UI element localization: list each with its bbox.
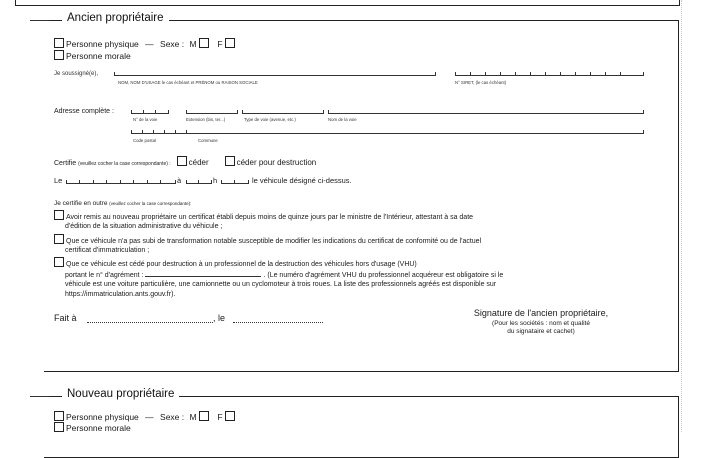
old-personne-physique-label: Personne physique	[66, 39, 139, 49]
ceder-checkbox[interactable]	[177, 156, 187, 166]
date-h-label: h	[213, 176, 218, 185]
siret-tick	[545, 72, 546, 75]
new-personne-morale-label: Personne morale	[66, 423, 131, 433]
siret-tick	[500, 72, 501, 75]
siret-tick	[470, 72, 471, 75]
old-personne-morale-row	[54, 50, 131, 61]
new-sexe-f-checkbox[interactable]	[225, 411, 235, 421]
hint-num-voie: N° de la voie	[133, 117, 158, 122]
certifie-label: Certifie	[54, 160, 77, 167]
ceder-destruction-checkbox[interactable]	[225, 156, 235, 166]
fait-a-field[interactable]	[87, 322, 213, 323]
date-tick	[133, 180, 134, 183]
siret-tick	[515, 72, 516, 75]
signature-title: Signature de l'ancien propriétaire,	[473, 308, 609, 318]
signature-block	[453, 308, 629, 335]
siret-tick	[590, 72, 591, 75]
ceder-destruction-label: céder pour destruction	[236, 158, 317, 167]
option-3-line2a: portant le n° d'agrément :	[65, 271, 144, 279]
cp-tick	[142, 130, 143, 133]
vehicule-designe: le véhicule désigné ci-dessus.	[252, 176, 352, 185]
option-2-checkbox[interactable]	[54, 234, 64, 244]
new-sexe-m-checkbox[interactable]	[199, 411, 209, 421]
new-personne-physique-label: Personne physique	[66, 412, 139, 422]
option-3-line3: véhicule est une voiture particulière, une camionnette ou un cyclomoteur à trois roues. La liste des professionnels agréés est disponible sur	[65, 281, 497, 288]
hint-code-postal: Code postal	[133, 138, 156, 143]
new-personne-physique-row	[54, 411, 237, 422]
old-owner-legend: Ancien propriétaire	[62, 12, 169, 24]
old-sexe-label: Sexe :	[160, 39, 185, 49]
date-le-label: Le	[54, 176, 63, 185]
option-3-checkbox[interactable]	[54, 257, 64, 267]
fait-le-label: , le	[213, 313, 226, 323]
code-postal-field[interactable]	[131, 130, 187, 134]
option-2-line1: Que ce véhicule n'a pas subi de transformation notable susceptible de modifier les indications du certificat de conformité ou de l'actuel	[66, 238, 482, 245]
new-personne-physique-checkbox[interactable]	[54, 411, 64, 421]
old-personne-physique-row	[54, 38, 237, 49]
option-3-line2b: . (Le numéro d'agrément VHU du professionnel acquéreur est obligatoire si le	[263, 271, 504, 279]
previous-section-bottom	[15, 0, 680, 6]
old-dash: —	[145, 39, 154, 49]
hour-field[interactable]	[186, 180, 212, 184]
certifie-row	[54, 156, 316, 167]
cp-tick	[175, 130, 176, 133]
new-personne-morale-checkbox[interactable]	[54, 422, 64, 432]
signature-hint-2: du signataire et cachet)	[507, 328, 575, 335]
date-tick	[160, 180, 161, 183]
num-voie-tick	[155, 110, 156, 113]
soussigne-label: Je soussigné(e),	[54, 71, 99, 77]
ceder-label: céder	[188, 158, 209, 167]
date-a-label: à	[177, 176, 182, 185]
adresse-label: Adresse complète :	[54, 108, 114, 115]
num-voie-tick	[143, 110, 144, 113]
old-sexe-m-label: M	[189, 39, 197, 49]
siret-tick	[575, 72, 576, 75]
new-dash: —	[145, 412, 154, 422]
hint-extension: Extension (bis, ter...)	[186, 117, 226, 122]
signature-hint-1: (Pour les sociétés : nom et qualité	[492, 320, 590, 327]
new-sexe-f-label: F	[217, 412, 223, 422]
old-personne-morale-label: Personne morale	[66, 51, 131, 61]
siret-tick	[605, 72, 606, 75]
soussigne-field[interactable]	[114, 72, 436, 76]
date-tick	[120, 180, 121, 183]
old-personne-physique-checkbox[interactable]	[54, 38, 64, 48]
hint-type-voie: Type de voie (avenue, etc.)	[244, 117, 296, 122]
old-sexe-f-label: F	[217, 39, 223, 49]
minute-field[interactable]	[221, 180, 249, 184]
nom-voie-field[interactable]	[328, 110, 644, 114]
minute-tick	[234, 180, 235, 183]
option-2-line2: certificat d'immatriculation ;	[65, 247, 150, 254]
new-sexe-label: Sexe :	[160, 412, 185, 422]
scan-edge-line	[681, 0, 682, 432]
date-tick	[147, 180, 148, 183]
hour-tick	[198, 180, 199, 183]
certifie-hint: (veuillez cocher la case correspondante) :	[78, 161, 171, 167]
num-voie-field[interactable]	[131, 110, 169, 114]
option-1-checkbox[interactable]	[54, 210, 64, 220]
siret-tick	[620, 72, 621, 75]
fait-le-field[interactable]	[233, 322, 323, 323]
new-personne-morale-row	[54, 422, 131, 433]
date-tick	[79, 180, 80, 183]
type-voie-field[interactable]	[242, 110, 324, 114]
old-sexe-f-checkbox[interactable]	[225, 38, 235, 48]
date-tick	[106, 180, 107, 183]
new-owner-corner-line	[30, 396, 50, 397]
option-3-line1: Que ce véhicule est cédé pour destruction à un professionnel de la destruction des véhicules hors d'usage (VHU)	[66, 261, 417, 268]
option-1-line2: d'édition de la situation administrative du véhicule ;	[65, 223, 223, 230]
siret-tick	[485, 72, 486, 75]
option-3	[54, 257, 503, 299]
commune-field[interactable]	[186, 130, 644, 134]
new-sexe-m-label: M	[189, 412, 197, 422]
cp-tick	[164, 130, 165, 133]
cp-tick	[153, 130, 154, 133]
old-sexe-m-checkbox[interactable]	[199, 38, 209, 48]
siret-hint: N° SIRET, (le cas échéant)	[455, 80, 507, 85]
certifie-outre-row	[54, 200, 191, 207]
extension-field[interactable]	[186, 110, 238, 114]
agrement-field[interactable]	[145, 270, 261, 277]
siret-tick	[530, 72, 531, 75]
fait-a-label: Fait à	[54, 313, 77, 323]
option-3-line4: https://immatriculation.ants.gouv.fr).	[65, 290, 176, 298]
new-owner-legend: Nouveau propriétaire	[62, 388, 179, 400]
option-1-line1: Avoir remis au nouveau propriétaire un certificat établi depuis moins de quinze jours par le ministre de l'Intérieur, attestant à sa date	[66, 214, 474, 221]
old-personne-morale-checkbox[interactable]	[54, 50, 64, 60]
hint-commune: Commune	[198, 138, 218, 143]
certifie-outre-label: Je certifie en outre	[54, 200, 108, 207]
hint-nom-voie: Nom de la voie	[328, 117, 357, 122]
siret-field[interactable]	[455, 72, 644, 76]
option-2	[54, 234, 481, 255]
certifie-outre-hint: (veuillez cocher la case correspondante):	[109, 201, 192, 206]
new-owner-section	[44, 396, 679, 458]
date-tick	[93, 180, 94, 183]
option-1	[54, 210, 473, 231]
old-owner-corner-line	[30, 20, 50, 21]
siret-tick	[560, 72, 561, 75]
soussigne-hint: NOM, NOM D'USAGE le cas échéant et PRÉNOM ou RAISON SOCIALE	[118, 80, 258, 85]
